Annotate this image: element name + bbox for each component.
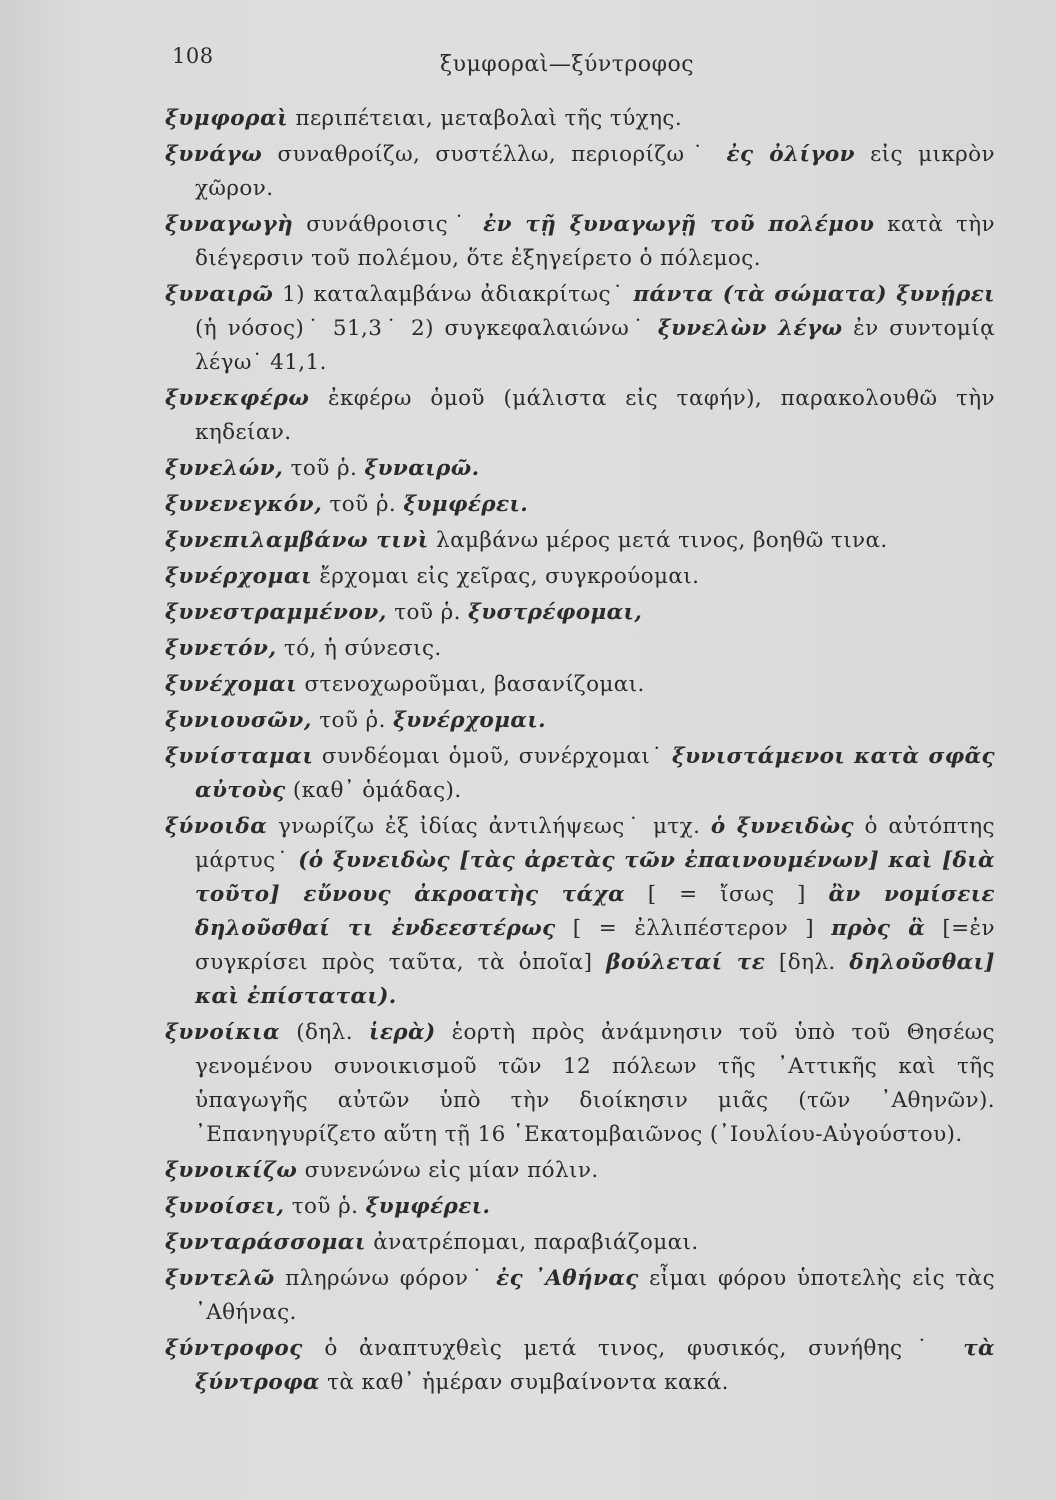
entry-headword: ξύντροφος bbox=[165, 1336, 303, 1361]
entry-gloss: [ = ἐλλιπέστερον ] bbox=[555, 916, 832, 941]
entry-phrase: βούλεταί τε bbox=[606, 950, 766, 975]
entry-gloss: κατὰ τὴν διέγερσιν τοῦ πολέμου, ὅτε ἐξηγείρετο ὁ πόλεμος. bbox=[195, 212, 995, 271]
entry-gloss: συναθροίζω, συστέλλω, περιορίζω˙ bbox=[262, 142, 727, 167]
entry-phrase: πάντα (τὰ σώματα) ξυνῄρει bbox=[633, 282, 995, 307]
entry-gloss: εἶμαι φόρου ὑποτελὴς εἰς τὰς ᾽Αθήνας. bbox=[195, 1266, 996, 1325]
entry-headword: ξυνοικίζω bbox=[165, 1158, 298, 1183]
entry-gloss: γνωρίζω ἐξ ἰδίας ἀντιλήψεως˙ μτχ. bbox=[267, 814, 711, 839]
entry-phrase: ξυνελὼν λέγω bbox=[657, 316, 843, 341]
entry-gloss: [=ἐν συγκρίσει πρὸς ταῦτα, τὰ ὁποῖα] bbox=[195, 916, 995, 975]
entry-headword: ξυνεστραμμένον, bbox=[165, 600, 388, 625]
entry-headword: ξυνάγω bbox=[165, 142, 263, 167]
entry-gloss: πληρώνω φόρον˙ bbox=[274, 1266, 497, 1291]
entry-gloss: (ἡ νόσος)˙ 51,3˙ 2) συγκεφαλαιώνω˙ bbox=[195, 316, 658, 341]
dictionary-entry bbox=[165, 1016, 995, 1152]
entry-headword: ξυναγωγὴ bbox=[165, 212, 294, 237]
entry-phrase: τὰ ξύντροφα bbox=[195, 1336, 995, 1395]
entry-phrase: ξυμφέρει. bbox=[403, 492, 529, 517]
entry-gloss: τοῦ ῥ. bbox=[387, 600, 469, 625]
entry-headword: ξυνενεγκόν, bbox=[165, 492, 323, 517]
dictionary-entry bbox=[165, 632, 995, 666]
dictionary-entry bbox=[165, 382, 995, 450]
entry-phrase: πρὸς ἃ bbox=[831, 916, 926, 941]
entry-gloss: συνδέομαι ὁμοῦ, συνέρχομαι˙ bbox=[313, 744, 673, 769]
entry-headword: ξυμφοραὶ bbox=[165, 106, 289, 131]
dictionary-entry bbox=[165, 138, 995, 206]
dictionary-entry bbox=[165, 452, 995, 486]
dictionary-entry bbox=[165, 740, 995, 808]
entry-phrase: ξυστρέφομαι, bbox=[468, 600, 643, 625]
entry-gloss: συνενώνω εἰς μίαν πόλιν. bbox=[297, 1158, 599, 1183]
entry-gloss: τοῦ ῥ. bbox=[284, 1194, 366, 1219]
dictionary-entry bbox=[165, 1226, 995, 1260]
entry-headword: ξυνοίκια bbox=[165, 1020, 281, 1045]
entry-phrase: ἐς ᾽Αθήνας bbox=[496, 1266, 639, 1291]
entry-gloss: [δηλ. bbox=[765, 950, 850, 975]
entry-headword: ξυνεπιλαμβάνω τινὶ bbox=[165, 528, 429, 553]
dictionary-entry bbox=[165, 810, 995, 1014]
entry-gloss: περιπέτειαι, μεταβολαὶ τῆς τύχης. bbox=[288, 106, 683, 131]
entry-headword: ξυνίσταμαι bbox=[165, 744, 314, 769]
entry-gloss: 1) καταλαμβάνω ἀδιακρίτως˙ bbox=[273, 282, 634, 307]
dictionary-entry bbox=[165, 1190, 995, 1224]
entry-phrase: ἱερὰ) bbox=[369, 1020, 436, 1045]
dictionary-entry bbox=[165, 488, 995, 522]
entry-gloss: τοῦ ῥ. bbox=[322, 492, 404, 517]
entry-phrase: ἂν νομίσειε δηλοῦσθαί τι ἐνδεεστέρως bbox=[195, 882, 995, 941]
dictionary-entry bbox=[165, 102, 995, 136]
entry-phrase: (ὁ ξυνειδὼς [τὰς ἀρετὰς τῶν ἐπαινουμένων] καὶ [διὰ τοῦτο] εὔνους ἀκροατὴς τάχα bbox=[195, 848, 996, 907]
entry-gloss: συνάθροισις˙ bbox=[293, 212, 484, 237]
dictionary-entry bbox=[165, 278, 995, 380]
entry-headword: ξυνταράσσομαι bbox=[165, 1230, 366, 1255]
entry-phrase: ξυμφέρει. bbox=[365, 1194, 491, 1219]
entry-headword: ξυντελῶ bbox=[165, 1266, 275, 1291]
entry-phrase: ξυνιστάμενοι κατὰ σφᾶς αὐτοὺς bbox=[195, 744, 995, 803]
entry-phrase: ὁ ξυνειδὼς bbox=[710, 814, 854, 839]
dictionary-entries bbox=[165, 102, 995, 1402]
entry-phrase: ξυναιρῶ. bbox=[364, 456, 480, 481]
entry-headword: ξυναιρῶ bbox=[165, 282, 274, 307]
running-head: ξυμφοραὶ—ξύντροφος bbox=[440, 52, 695, 77]
entry-gloss: (δηλ. bbox=[280, 1020, 370, 1045]
entry-phrase: ξυνέρχομαι. bbox=[393, 708, 547, 733]
dictionary-entry bbox=[165, 596, 995, 630]
entry-gloss: (καθ᾽ ὁμάδας). bbox=[285, 778, 462, 803]
dictionary-entry bbox=[165, 208, 995, 276]
entry-gloss: ὁ ἀναπτυχθεὶς μετά τινος, φυσικός, συνήθης˙ bbox=[302, 1336, 964, 1361]
entry-gloss: ἐν συντομίᾳ λέγω˙ 41,1. bbox=[195, 316, 996, 375]
entry-gloss: τὰ καθ᾽ ἡμέραν συμβαίνοντα κακά. bbox=[319, 1370, 729, 1395]
entry-headword: ξυνιουσῶν, bbox=[165, 708, 312, 733]
entry-phrase: δηλοῦσθαι] καὶ ἐπίσταται). bbox=[195, 950, 995, 1009]
dictionary-entry bbox=[165, 1332, 995, 1400]
entry-headword: ξυνελών, bbox=[165, 456, 284, 481]
dictionary-entry bbox=[165, 1154, 995, 1188]
entry-gloss: ἑορτὴ πρὸς ἀνάμνησιν τοῦ ὑπὸ τοῦ Θησέως γενομένου συνοικισμοῦ τῶν 12 πόλεων τῆς ᾽Αττικῆς καὶ τῆς ὑπαγωγῆς αὐτῶν ὑπὸ τὴν διοίκησιν μιᾶς (τῶν ᾽Αθηνῶν). ᾽Επανηγυρίζετο αὕτη τῇ 16 ῾Εκατομβαιῶνος (᾽Ιουλίου-Αὐγούστου). bbox=[195, 1020, 995, 1147]
entry-gloss: τό, ἡ σύνεσις. bbox=[276, 636, 442, 661]
entry-gloss: ἀνατρέπομαι, παραβιάζομαι. bbox=[365, 1230, 699, 1255]
entry-headword: ξυνέχομαι bbox=[165, 672, 298, 697]
entry-gloss: τοῦ ῥ. bbox=[283, 456, 365, 481]
entry-headword: ξυνετόν, bbox=[165, 636, 277, 661]
dictionary-entry bbox=[165, 704, 995, 738]
entry-gloss: τοῦ ῥ. bbox=[311, 708, 394, 733]
entry-headword: ξυνεκφέρω bbox=[165, 386, 310, 411]
entry-headword: ξυνέρχομαι bbox=[165, 564, 313, 589]
entry-phrase: ἐς ὀλίγον bbox=[726, 142, 855, 167]
entry-gloss: εἰς μικρὸν χῶρον. bbox=[195, 142, 995, 201]
entry-gloss: ἔρχομαι εἰς χεῖρας, συγκρούομαι. bbox=[312, 564, 700, 589]
dictionary-entry bbox=[165, 1262, 995, 1330]
entry-phrase: ἐν τῇ ξυναγωγῇ τοῦ πολέμου bbox=[483, 212, 875, 237]
entry-gloss: στενοχωροῦμαι, βασανίζομαι. bbox=[297, 672, 645, 697]
page-number: 108 bbox=[172, 44, 214, 68]
dictionary-entry bbox=[165, 524, 995, 558]
entry-gloss: [ = ἴσως ] bbox=[625, 882, 829, 907]
entry-gloss: ὁ αὐτόπτης μάρτυς˙ bbox=[195, 814, 995, 873]
dictionary-entry bbox=[165, 560, 995, 594]
dictionary-entry bbox=[165, 668, 995, 702]
entry-gloss: ἐκφέρω ὁμοῦ (μάλιστα εἰς ταφήν), παρακολουθῶ τὴν κηδείαν. bbox=[195, 386, 995, 445]
entry-headword: ξύνοιδα bbox=[165, 814, 268, 839]
entry-headword: ξυνοίσει, bbox=[165, 1194, 285, 1219]
entry-gloss: λαμβάνω μέρος μετά τινος, βοηθῶ τινα. bbox=[428, 528, 888, 553]
